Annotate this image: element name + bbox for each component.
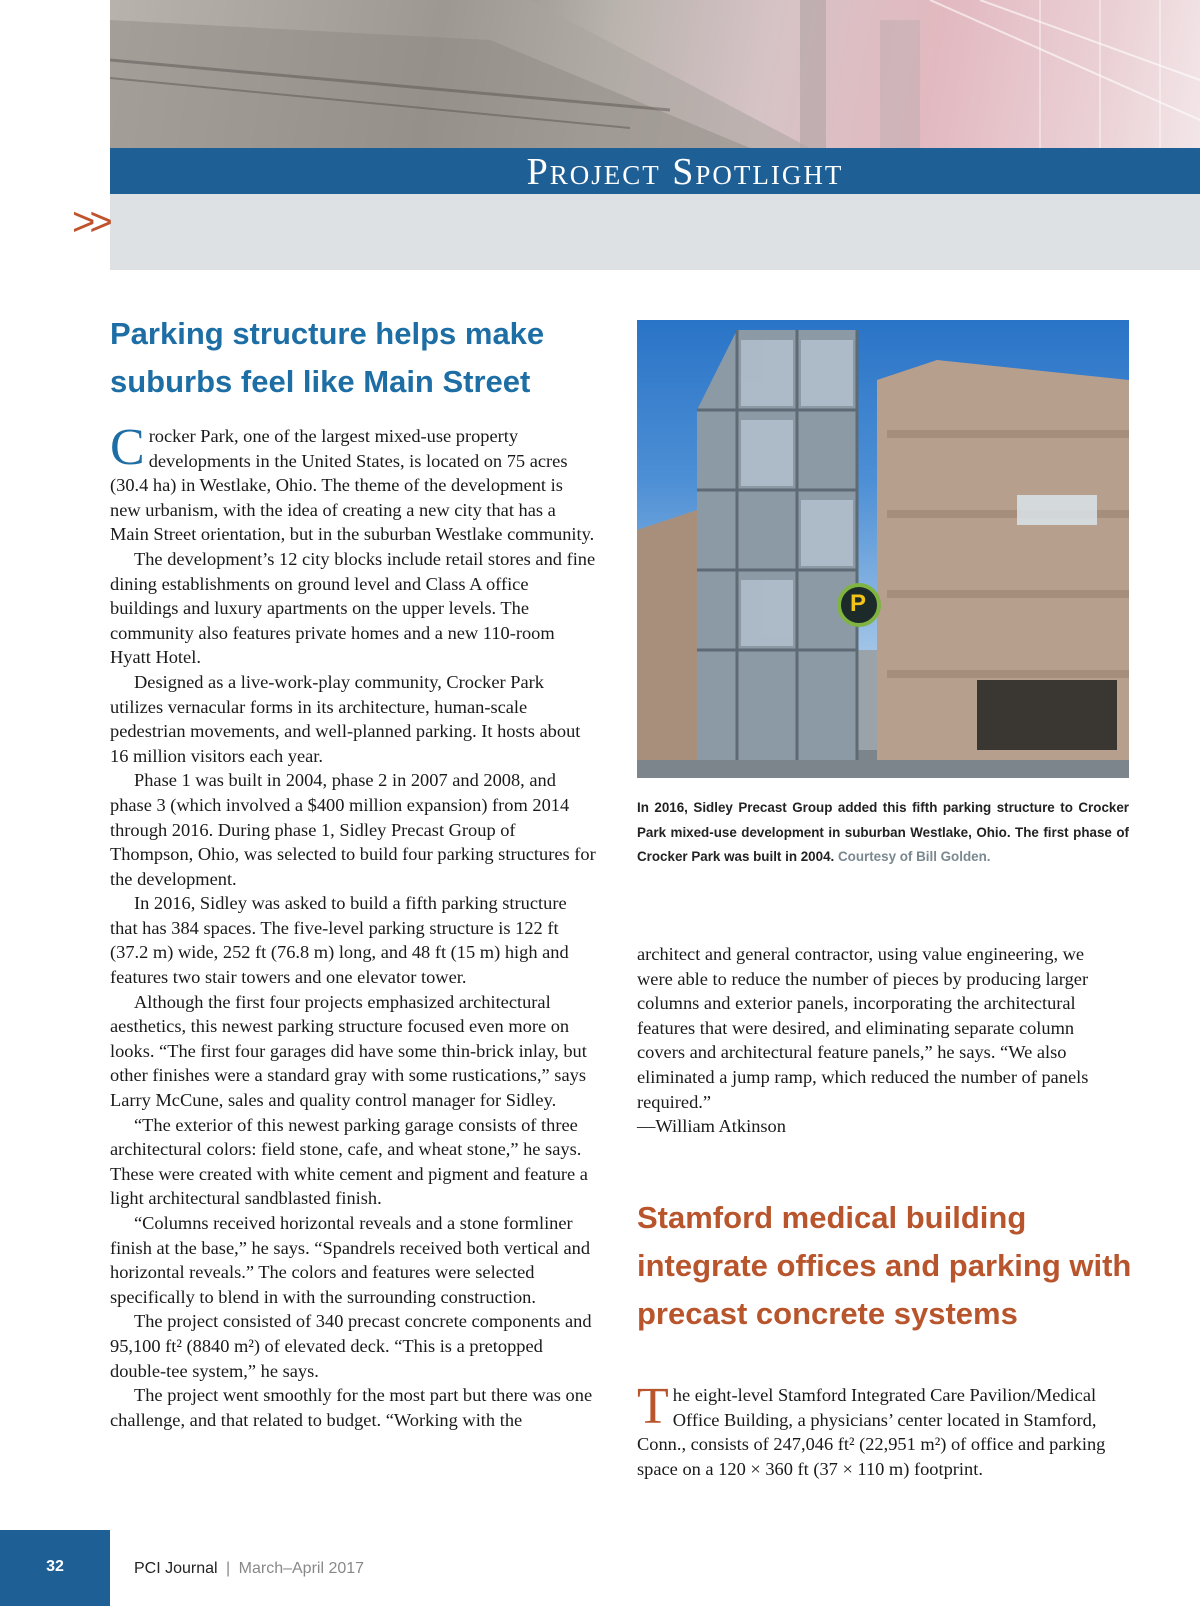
article-paragraph: The project went smoothly for the most part but there was one challenge, and that related to budget. “Working with the: [110, 1385, 593, 1430]
header-architecture-graphic: [110, 0, 1200, 148]
parking-structure-illustration: [637, 320, 1129, 778]
article2-body: [637, 1378, 1123, 1481]
article-byline: —William Atkinson: [637, 1116, 786, 1137]
page-number-box: [0, 1530, 110, 1606]
article-paragraph: “The exterior of this newest parking garage consists of three architectural colors: field stone, cafe, and wheat stone,” he says. These were created with white cement and pigment and feature a light architectural sandblasted finish.: [110, 1114, 588, 1209]
section-banner: [110, 148, 1200, 194]
photo-credit: Courtesy of Bill Golden.: [837, 849, 991, 864]
drop-cap: C: [110, 419, 145, 476]
article-body-left: [110, 419, 598, 1432]
parking-structure-photo: [637, 320, 1129, 778]
article-paragraph: Although the first four projects emphasized architectural aesthetics, this newest parking structure focused even more on looks. “The first four garages did have some thin-brick inlay, but other finishes were a standard gray with some rustications,” says Larry McCune, sales and quality control manager for Sidley.: [110, 991, 587, 1111]
chevrons-icon: >>: [72, 200, 107, 244]
footer-journal-info: [134, 1560, 364, 1578]
article-paragraph: “Columns received horizontal reveals and a stone formliner finish at the base,” he says. “Spandrels received both vertical and horizontal reveals.” The colors and features were selected specifically to blend in with the surrounding construction.: [110, 1213, 591, 1307]
section-subbar: [110, 194, 1200, 270]
footer-separator: |: [226, 1560, 231, 1577]
photo-caption: In 2016, Sidley Precast Group added this fifth parking structure to Crocker Park mixed-use development in suburban Westlake, Ohio. The first phase of Crocker Park was built in 2004. Courtesy of Bill Golden.: [637, 800, 1129, 864]
article-body-right: [637, 942, 1119, 1139]
header-photo: [110, 0, 1200, 148]
article-paragraph: The project consisted of 340 precast concrete components and 95,100 ft² (8840 m²) of elevated deck. “This is a pretopped double-tee system,” he says.: [110, 1311, 592, 1381]
section-title: Project Spotlight: [526, 151, 844, 193]
drop-cap: T: [637, 1378, 669, 1435]
issue-date: March–April 2017: [238, 1560, 365, 1577]
article-paragraph: The development’s 12 city blocks include retail stores and fine dining establishments on ground level and Class A office buildings and luxury apartments on the upper levels. The community also features private homes and a new 110-room Hyatt Hotel.: [110, 548, 596, 668]
article-paragraph: Designed as a live-work-play community, Crocker Park utilizes vernacular forms in its architecture, human-scale pedestrian movements, and well-planned parking. It hosts about 16 million visitors each year.: [110, 671, 581, 766]
article-headline-2: Stamford medical building integrate offices and parking with precast concrete systems: [637, 1200, 1132, 1331]
article-headline: Parking structure helps make suburbs feel like Main Street: [110, 316, 545, 399]
article-paragraph: Phase 1 was built in 2004, phase 2 in 2007 and 2008, and phase 3 (which involved a $400 million expansion) from 2014 through 2016. During phase 1, Sidley Precast Group of Thompson, Ohio, was selected to build four parking structures for the development.: [110, 770, 596, 889]
journal-name: PCI Journal: [134, 1560, 218, 1577]
article-paragraph: Crocker Park, one of the largest mixed-use property developments in the United States, is located on 75 acres (30.4 ha) in Westlake, Ohio. The theme of the development is new urbanism, with the idea of creating a new city that has a Main Street orientation, but in the suburban Westlake community.: [110, 419, 595, 545]
article-paragraph: architect and general contractor, using value engineering, we were able to reduce the number of pieces by producing larger columns and exterior panels, incorporating the architectural features that were desired, and eliminating separate column covers and architectural feature panels,” he says. “We also eliminated a jump ramp, which reduced the number of panels required.”: [637, 944, 1089, 1112]
parking-sign-letter: P: [850, 590, 867, 617]
article-paragraph: The eight-level Stamford Integrated Care Pavilion/Medical Office Building, a physicians’ center located in Stamford, Conn., consists of 247,046 ft² (22,951 m²) of office and parking space on a 120 × 360 ft (37 × 110 m) footprint.: [637, 1378, 1106, 1479]
article-paragraph: In 2016, Sidley was asked to build a fifth parking structure that has 384 spaces. The five-level parking structure is 122 ft (37.2 m) wide, 252 ft (76.8 m) long, and 48 ft (15 m) high and features two stair towers and one elevator tower.: [110, 893, 569, 988]
page-number: 32: [46, 1558, 64, 1575]
